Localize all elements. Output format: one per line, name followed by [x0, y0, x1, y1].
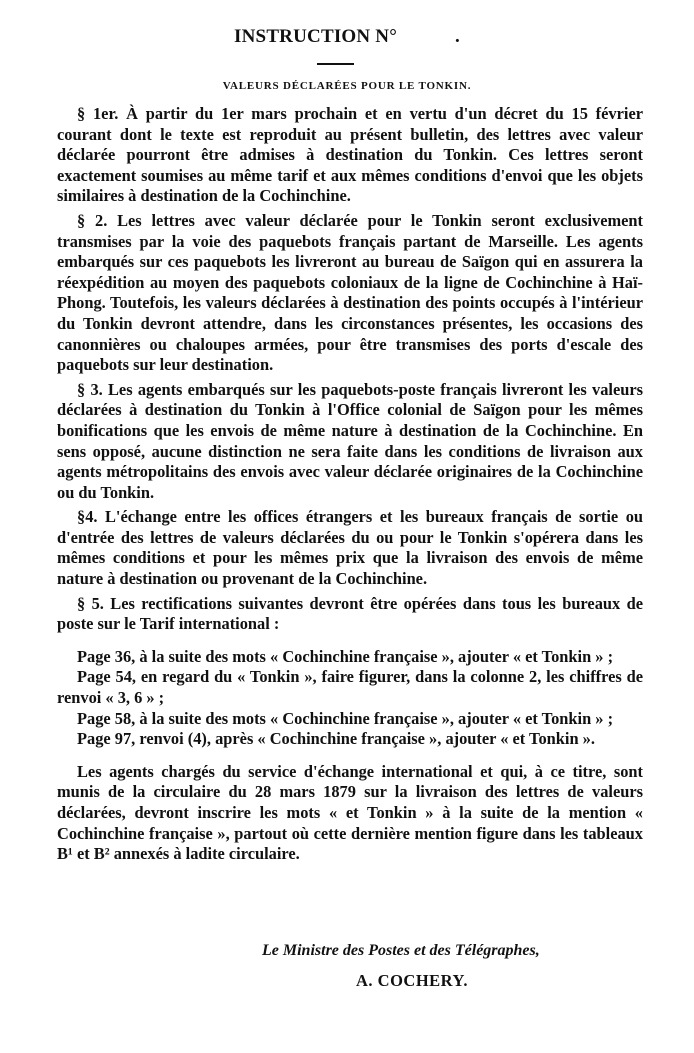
paragraph-3: § 3. Les agents embarqués sur les paquebots-poste français livreront les valeurs déclarées à destination du Tonkin à l'Office colonial de Saïgon pour les mêmes bonifications que les envois de même nature à destination de la Cochinchine. En sens opposé, aucune distinction ne sera faite dans les conditions de livraison aux agents métropolitains des envois avec valeur déclarée originaires de la Cochinchine ou du Tonkin. [57, 379, 643, 502]
document-body [57, 104, 643, 869]
page-item: Page 97, renvoi (4), après « Cochinchine française », ajouter « et Tonkin ». [77, 729, 595, 749]
title-number-placeholder: . [455, 26, 460, 47]
paragraph-4: §4. L'échange entre les offices étrangers et les bureaux français de sortie ou d'entrée des lettres de valeurs déclarées du ou pour le Tonkin s'opérera dans les mêmes conditions et pour les mêmes prix que la livraison des envois de même nature à destination ou provenant de la Cochinchine. [57, 507, 643, 589]
page-item: Page 36, à la suite des mots « Cochinchine française », ajouter « et Tonkin » ; [77, 646, 614, 666]
page-item: Page 54, en regard du « Tonkin », faire figurer, dans la colonne 2, les chiffres de renvoi « 3, 6 » ; [57, 667, 643, 708]
signature-name: A. COCHERY. [356, 971, 469, 990]
document-title [0, 26, 694, 48]
page-item: Page 58, à la suite des mots « Cochinchine française », ajouter « et Tonkin » ; [77, 708, 614, 728]
paragraph-1: § 1er. À partir du 1er mars prochain et en vertu d'un décret du 15 février courant dont le texte est reproduit au présent bulletin, des lettres avec valeur déclarée pourront être admises à destination du Tonkin. Ces lettres seront exactement soumises au même tarif et aux mêmes conditions d'envoi que les objets similaires à destination de la Cochinchine. [57, 104, 643, 206]
signature-role: Le Ministre des Postes et des Télégraphes, [262, 942, 540, 959]
paragraph-2: § 2. Les lettres avec valeur déclarée pour le Tonkin seront exclusivement transmises par la voie des paquebots français partant de Marseille. Les agents embarqués sur ces paquebots les livreront au bureau de Saïgon qui en assurera la réexpédition au moyen des paquebots coloniaux de la ligne de Cochinchine à Haï-Phong. Toutefois, les valeurs déclarées à destination des points occupés à l'intérieur du Tonkin devront attendre, dans les circonstances présentes, les occasions des canonnières ou chaloupes armées, pour être transmises des ports d'escale des paquebots sur leur destination. [57, 210, 643, 375]
title-divider [317, 63, 354, 65]
paragraph-5: § 5. Les rectifications suivantes devront être opérées dans tous les bureaux de poste sur le Tarif international : [57, 593, 643, 634]
document-subtitle: VALEURS DÉCLARÉES POUR LE TONKIN. [222, 80, 472, 92]
closing-paragraph: Les agents chargés du service d'échange international et qui, à ce titre, sont munis de la circulaire du 28 mars 1879 sur la livraison des lettres de valeurs déclarées, devront inscrire les mots « et Tonkin » à la suite de la mention « Cochinchine française », partout où cette dernière mention figure dans les tableaux B¹ et B² annexés à ladite circulaire. [57, 761, 643, 864]
title-text: INSTRUCTION N° [234, 26, 397, 47]
